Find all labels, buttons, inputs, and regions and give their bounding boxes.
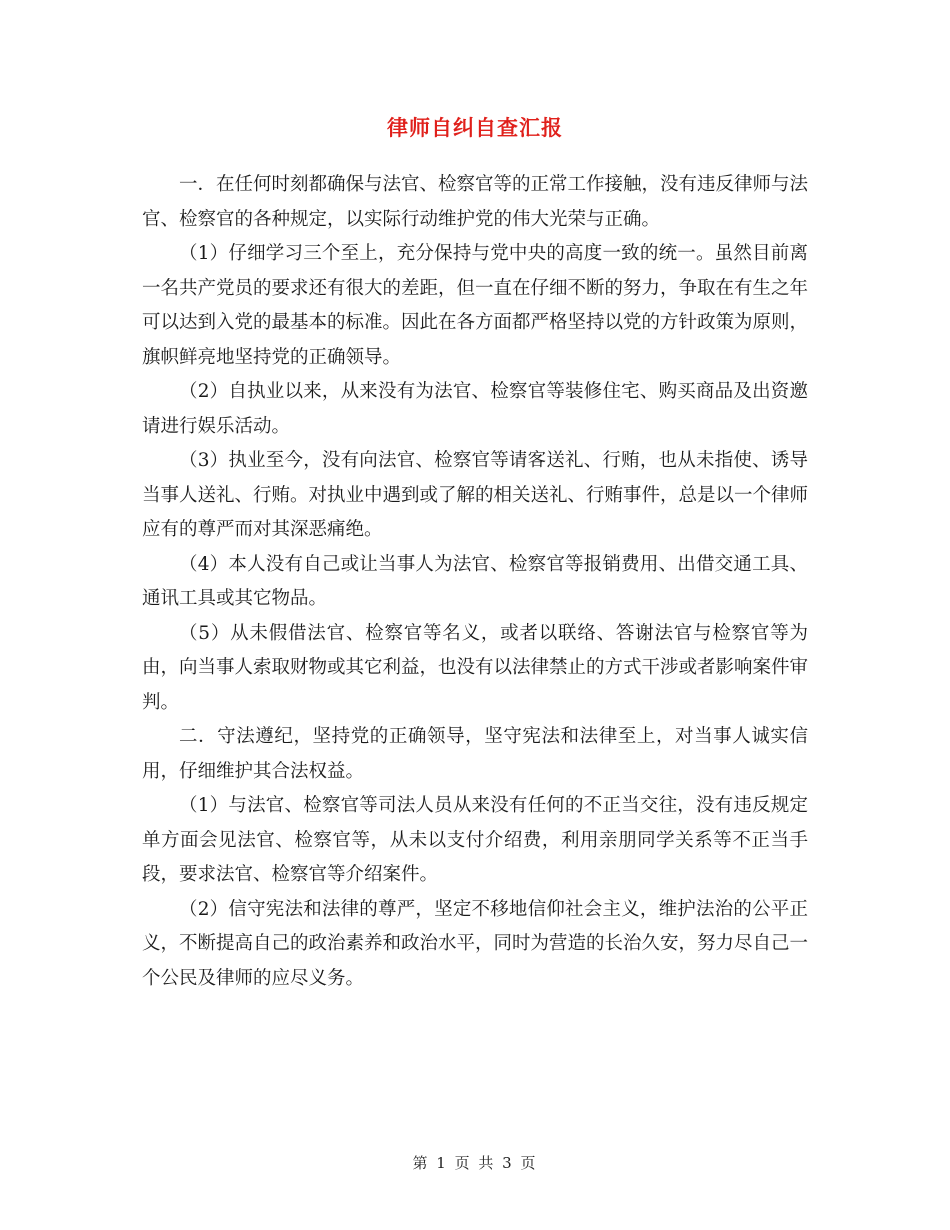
paragraph: （5）从未假借法官、检察官等名义，或者以联络、答谢法官与检察官等为由，向当事人索取财物或其它利益，也没有以法律禁止的方式干涉或者影响案件审判。 [142,622,809,713]
paragraph: （3）执业至今，没有向法官、检察官等请客送礼、行贿，也从未指使、诱导当事人送礼、行贿。对执业中遇到或了解的相关送礼、行贿事件，总是以一个律师应有的尊严而对其深恶痛绝。 [142,450,809,540]
document-title: 律师自纠自查汇报 [387,116,563,140]
paragraph: （4）本人没有自己或让当事人为法官、检察官等报销费用、出借交通工具、通讯工具或其它物品。 [142,553,808,609]
paragraph: （2）信守宪法和法律的尊严，坚定不移地信仰社会主义，维护法治的公平正义，不断提高自己的政治素养和政治水平，同时为营造的长治久安，努力尽自己一个公民及律师的应尽义务。 [142,898,809,989]
paragraph: 二．守法遵纪，坚持党的正确领导，坚守宪法和法律至上，对当事人诚实信用，仔细维护其合法权益。 [142,726,808,782]
paragraph: （1）与法官、检察官等司法人员从来没有任何的不正当交往，没有违反规定单方面会见法官、检察官等，从未以支付介绍费，利用亲朋同学关系等不正当手段，要求法官、检察官等介绍案件。 [142,795,808,885]
paragraph: （1）仔细学习三个至上，充分保持与党中央的高度一致的统一。虽然目前离一名共产党员的要求还有很大的差距，但一直在仔细不断的努力，争取在有生之年可以达到入党的最基本的标准。因此在各方面都严格坚持以党的方针政策为原则，旗帜鲜亮地坚持党的正确领导。 [142,243,809,368]
document-body [142,168,808,996]
paragraph: 一．在任何时刻都确保与法官、检察官等的正常工作接触，没有违反律师与法官、检察官的各种规定，以实际行动维护党的伟大光荣与正确。 [142,174,809,230]
paragraph: （2）自执业以来，从来没有为法官、检察官等装修住宅、购买商品及出资邀请进行娱乐活动。 [142,381,808,437]
page-footer: 第 1 页 共 3 页 [412,1154,538,1172]
